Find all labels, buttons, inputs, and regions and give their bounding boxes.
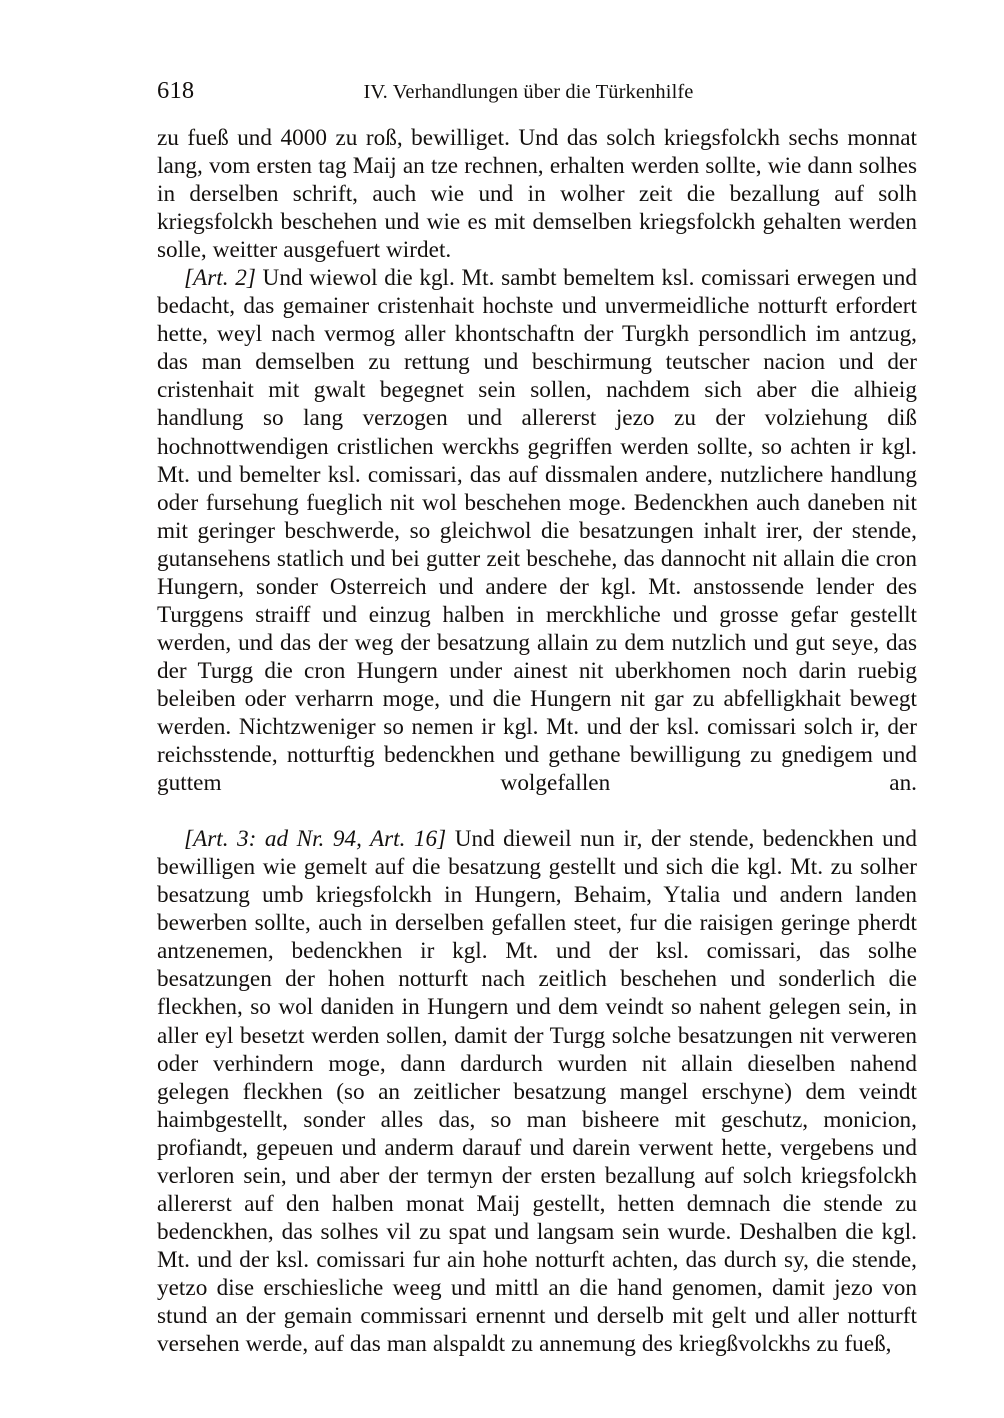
running-title: IV. Verhandlungen über die Türkenhilfe — [363, 81, 694, 103]
article-marker: [Art. 2] — [184, 265, 256, 292]
page-number: 618 — [157, 77, 195, 104]
paragraph-art-3 — [157, 825, 917, 1358]
paragraph-text: Und wiewol die kgl. Mt. sambt bemeltem ksl. comissari erwegen und bedacht, das gemainer cristenhait hochste und unvermeidliche notturft erfordert hette, weyl nach vermog aller khontschaftn der Turgkh persondlich im antzug, das man demselben zu rettung und beschirmung teutscher nacion und der cristenhait mit gwalt begegnet sein sollen, nachdem sich aber die alhieig handlung so lang verzogen und allererst jezo zu der volziehung diß hochnottwendigen cristlichen werckhs gegriffen werden sollte, so achten ir kgl. Mt. und bemelter ksl. comissari, das auf dissmalen andere, nutzlichere handlung oder fursehung fueglich nit wol beschehen moge. Bedenckhen auch daneben nit mit geringer beschwerde, so gleichwol die besatzungen inhalt irer, der stende, gutansehens statlich und bei gutter zeit beschehe, das dannocht nit allain die cron Hungern, sonder Osterreich und andere der kgl. Mt. anstossende lender des Turggens straiff und einzug halben in merckhliche und grosse gefar gestellt werden, und das der weg der besatzung allain zu dem nutzlich und gut seye, das der Turgg die cron Hungern under ainest nit uberkhomen noch darin ruebig beleiben oder verharrn moge, und die Hungern nit gar zu abfelligkhait bewegt werden. Nichtzweniger so nemen ir kgl. Mt. und der ksl. comissari solch ir, der reichsstende, notturftig bedenckhen und gethane bewilligung zu gnedigem und guttem wolgefallen an. — [157, 265, 918, 797]
paragraph-continuation — [157, 124, 917, 264]
article-marker: [Art. 3: ad Nr. 94, Art. 16] — [184, 826, 447, 853]
paragraph-text: Und dieweil nun ir, der stende, bedenckhen und bewilligen wie gemelt auf die besatzung gestellt und sich die kgl. Mt. zu solher besatzung umb kriegsfolckh in Hungern, Behaim, Ytalia und andern landen bewerben sollte, auch in derselben gefallen steet, fur die raisigen geringe pherdt antzenemen, bedenckhen ir kgl. Mt. und der ksl. comissari, das solhe besatzungen der hohen notturft nach zeitlich beschehen und sonderlich die fleckhen, so wol daniden in Hungern und dem veindt so nahent gelegen sein, in aller eyl besetzt werden sollen, damit der Turgg solche besatzungen nit verweren oder verhindern moge, dann dardurch wurden nit allain dieselben nahend gelegen fleckhen (so an zeitlicher besatzung mangel erschyne) dem veindt haimbgestellt, sonder alles das, so man bisheere mit geschutz, monicion, profiandt, gepeuen und anderm darauf und darein verwent hette, vergebens und verloren sein, und aber der termyn der ersten bezallung auf solch kriegsfolckh allererst auf den halben monat Maij gestellt, hetten demnach die stende zu bedenckhen, das solhes vil zu spat und langsam sein wurde. Deshalben die kgl. Mt. und der ksl. comissari fur ain hohe notturft achten, das durch sy, die stende, yetzo dise erschiesliche weeg und mittl an die hand genomen, damit jezo von stund an der gemain commissari ernennt und derselb mit gelt und aller notturft versehen werde, auf das man alspaldt zu annemung des kriegßvolckhs zu fueß, — [157, 826, 918, 1358]
running-head — [157, 76, 916, 106]
paragraph-art-2 — [157, 264, 917, 825]
body-text-block — [157, 124, 917, 1358]
paragraph-text: zu fueß und 4000 zu roß, bewilliget. Und das solch kriegsfolckh sechs monnat lang, vom ersten tag Maij an tze rechnen, erhalten werden sollte, wie dann solhes in derselben schrift, auch wie und in wolher zeit die bezallung auf solh kriegsfolckh beschehen und wie es mit demselben kriegsfolckh gehalten werden solle, weitter ausgefuert wirdet. — [157, 125, 917, 264]
